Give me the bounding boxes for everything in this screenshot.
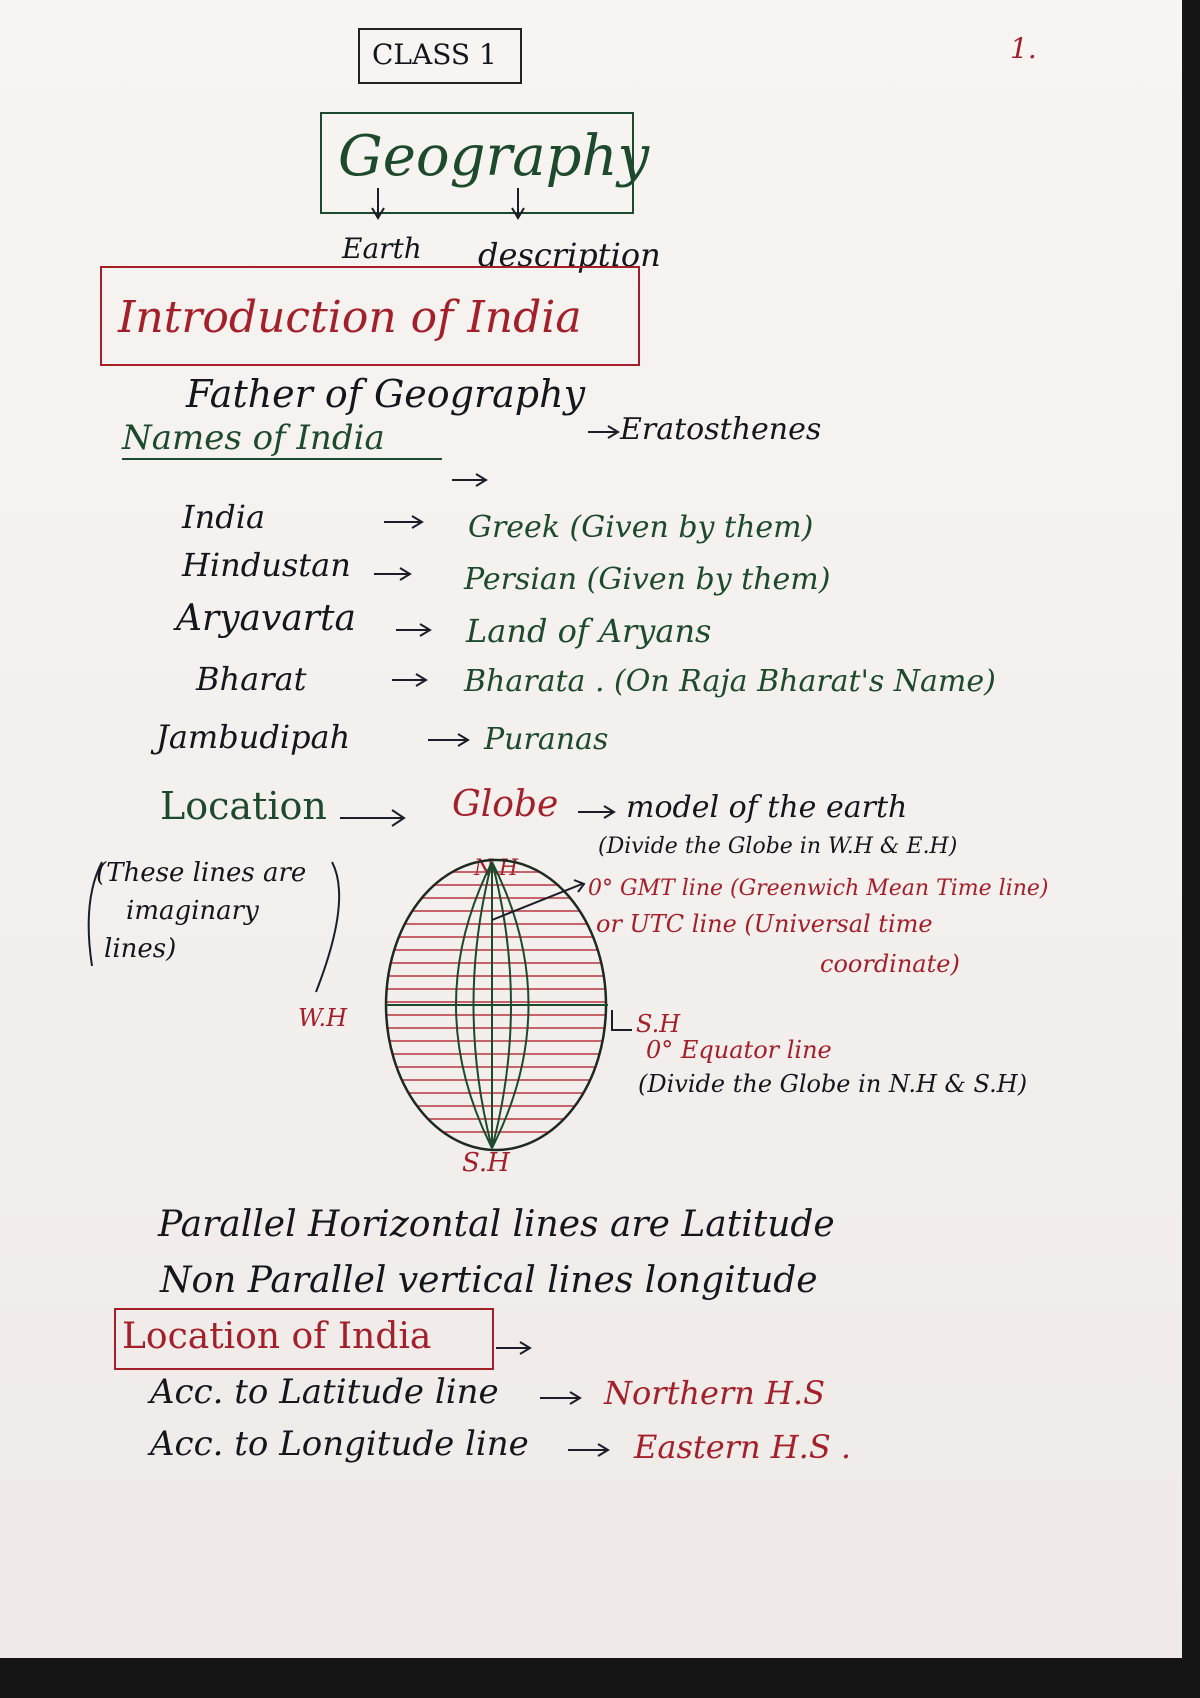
- side-note-2: imaginary: [126, 896, 259, 926]
- longitude-definition: Non Parallel vertical lines longitude: [160, 1260, 818, 1301]
- side-note-1: (These lines are: [96, 858, 307, 888]
- page-number: 1.: [1010, 32, 1037, 65]
- latitude-definition: Parallel Horizontal lines are Latitude: [158, 1204, 835, 1245]
- origin-bharat: Bharata . (On Raja Bharat's Name): [464, 664, 996, 699]
- utc-line-note-2: coordinate): [820, 950, 960, 978]
- globe-sh-bottom-label: S.H: [462, 1148, 510, 1178]
- names-heading: Names of India: [122, 418, 385, 458]
- globe-def-arrow: [578, 806, 614, 818]
- latitude-row-arrow: [540, 1392, 580, 1404]
- side-note-3: lines): [104, 934, 177, 964]
- location-india-heading: Location of India: [122, 1316, 432, 1357]
- name-bharat: Bharat: [196, 660, 307, 698]
- hindustan-arrow: [374, 568, 410, 580]
- father-line: Father of Geography: [186, 372, 586, 416]
- origin-jambudipah: Puranas: [484, 722, 609, 757]
- title-arrow-left: [372, 188, 384, 218]
- name-jambudipah: Jambudipah: [156, 718, 351, 756]
- page-title: Geography: [338, 124, 650, 189]
- longitude-row-arrow: [568, 1444, 608, 1456]
- name-hindustan: Hindustan: [182, 546, 351, 584]
- name-india: India: [182, 498, 266, 536]
- globe-sh-right-label: S.H: [636, 1010, 681, 1038]
- utc-line-note-1: or UTC line (Universal time: [596, 910, 933, 938]
- aryavarta-arrow: [396, 624, 430, 636]
- latitude-lines: [386, 872, 606, 1132]
- gmt-arrow: [492, 880, 584, 920]
- gmt-line-note: 0° GMT line (Greenwich Mean Time line): [588, 876, 1049, 901]
- jambudipah-arrow: [428, 734, 468, 746]
- equator-arrow: [612, 1010, 632, 1030]
- father-arrow: [588, 426, 618, 438]
- globe-nh-label: N.H: [474, 856, 519, 881]
- intro-heading: Introduction of India: [118, 292, 582, 343]
- origin-hindustan: Persian (Given by them): [464, 562, 831, 597]
- location-arrow: [340, 810, 404, 826]
- india-arrow: [384, 516, 422, 528]
- title-root-earth: Earth: [342, 232, 422, 265]
- longitude-row-label: Acc. to Longitude line: [150, 1424, 529, 1464]
- father-name: Eratosthenes: [620, 412, 822, 447]
- bharat-arrow: [392, 674, 426, 686]
- origin-aryavarta: Land of Aryans: [466, 612, 712, 650]
- side-note-bracket-right: [316, 862, 339, 992]
- side-note-bracket-left: [89, 862, 102, 966]
- name-aryavarta: Aryavarta: [176, 598, 356, 639]
- equator-note-2: (Divide the Globe in N.H & S.H): [638, 1070, 1028, 1098]
- globe-label: Globe: [452, 784, 559, 825]
- latitude-row-value: Northern H.S: [604, 1374, 826, 1412]
- names-arrow: [452, 474, 486, 486]
- longitude-row-value: Eastern H.S .: [634, 1428, 852, 1466]
- title-arrow-right: [512, 188, 524, 218]
- class-label: CLASS 1: [372, 38, 497, 71]
- globe-wh-label: W.H: [298, 1004, 348, 1032]
- title-root-description: description: [478, 236, 661, 274]
- equator-note-1: 0° Equator line: [646, 1036, 832, 1064]
- latitude-row-label: Acc. to Latitude line: [150, 1372, 499, 1412]
- globe-note: (Divide the Globe in W.H & E.H): [598, 834, 958, 859]
- origin-india: Greek (Given by them): [468, 510, 814, 545]
- globe-definition: model of the earth: [626, 790, 908, 825]
- location-label: Location: [160, 784, 327, 828]
- location-india-arrow: [496, 1342, 530, 1354]
